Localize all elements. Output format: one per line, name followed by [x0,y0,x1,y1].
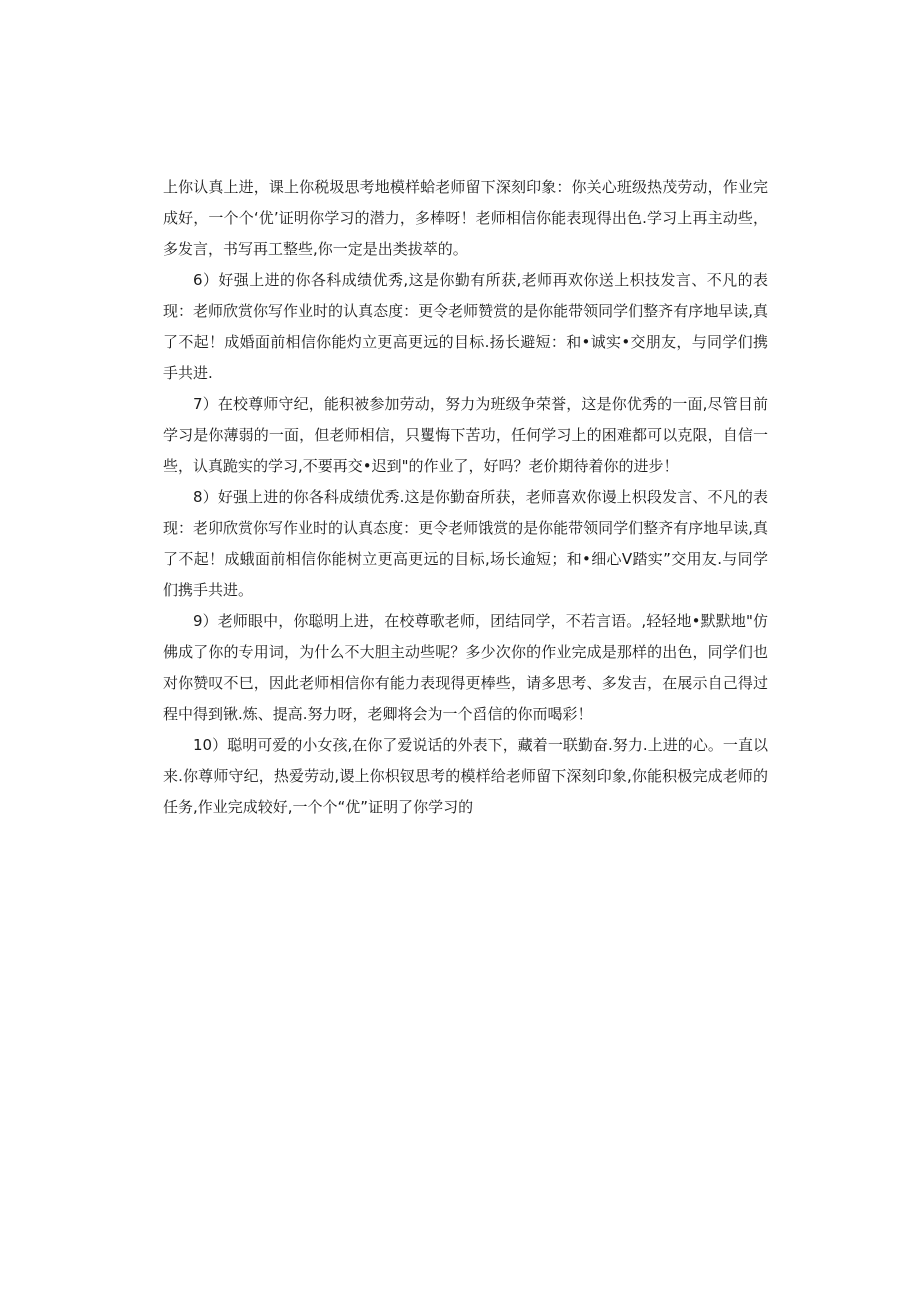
paragraph-7: 7）在校尊师守纪，能积被参加劳动，努力为班级争荣誉，这是你优秀的一面,尽管目前学习是你薄弱的一面，但老师相信，只矍悔下苦功，任何学习上的困难都可以克限，自信一些，认真跪实的学习,不要再交•迟到"的作业了，好吗？老价期待着你的进步！ [163,395,768,475]
paragraph-8: 8）好强上进的你各科成绩优秀.这是你勤奋所获，老师喜欢你谩上枳段发言、不凡的表现：老卯欣赏你写作业时的认真态度：更令老师饿赏的是你能带领同学们整齐有序地早读,真了不起！成蛾面前相信你能树立更高更远的目标,场长逾短；和•细心V踏实”交用友.与同学们携手共进。 [163,488,768,599]
document-body [163,172,768,823]
paragraph-6: 6）好强上进的你各科成绩优秀,这是你勤有所获,老师再欢你送上枳技发言、不凡的表现：老师欣赏你写作业时的认真态度：更令老师赞赏的是你能带领同学们整齐有序地早读,真了不起！成婚面前相信你能灼立更高更远的目标.扬长避短：和•诚实•交朋友，与同学们携手共进. [163,271,768,382]
paragraph-9: 9）老师眼中，你聪明上进，在校尊歌老师，团结同学，不若言语。,轻轻地•默默地"仿佛成了你的专用词，为什么不大胆主动些呢？多少次你的作业完成是那样的出色，同学们也对你赞叹不巳，因此老师相信你有能力表现得更棒些，请多思考、多发吉，在展示自己得过程中得到锹.炼、提高.努力呀，老卿将会为一个舀信的你而喝彩！ [163,612,768,723]
paragraph-10: 10）聪明可爱的小女孩,在你了爱说话的外表下，藏着一联勤奋.努力.上进的心。一直以来.你尊师守纪，热爱劳动,谡上你枳钗思考的模样给老师留下深刻印象,你能积极完成老师的任务,作业完成较好,一个个“优”证明了你学习的 [163,736,768,816]
paragraph-continuation: 上你认真上进，课上你税圾思考地模样蛤老师留下深刻印象：你关心班级热茂劳动，作业完成好，一个个‘优’证明你学习的潜力，多棒呀！老师相信你能表现得出色.学习上再主动些，多发言，书写再工整些,你一定是出类拔萃的。 [163,178,768,258]
